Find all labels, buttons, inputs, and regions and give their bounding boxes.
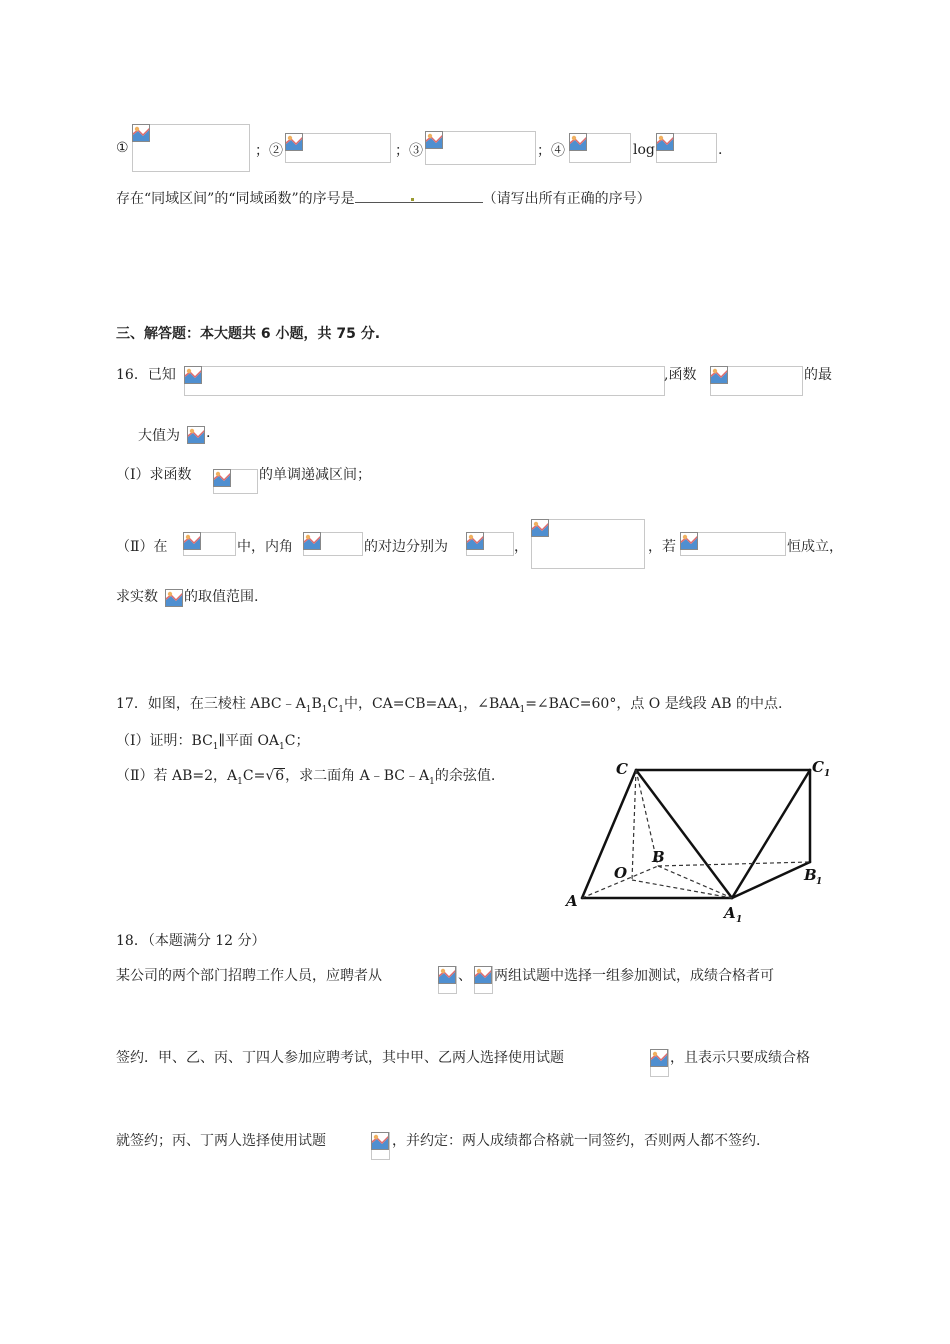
q16-line2-end: . xyxy=(206,425,211,441)
broken-image-icon xyxy=(466,532,484,550)
q18-line3-b: ，并约定：两人成绩都合格就一同签约，否则两人都不签约. xyxy=(392,1133,761,1149)
q16-part2-d: ， xyxy=(514,539,528,555)
q18-line1-b: 、 xyxy=(458,968,472,984)
label-a: A xyxy=(566,892,578,910)
label-b: B xyxy=(652,848,665,866)
broken-image-icon xyxy=(438,966,456,984)
q15-prompt: 存在“同域区间”的“同域函数”的序号是 （请写出所有正确的序号） xyxy=(116,188,651,208)
q16-part1-suffix: 的单调递减区间； xyxy=(259,467,371,483)
svg-text:1: 1 xyxy=(816,877,823,887)
svg-text:1: 1 xyxy=(824,769,831,779)
q16-suffix: 的最 xyxy=(804,367,832,383)
prism-figure xyxy=(560,750,850,925)
label-a1: A xyxy=(724,904,736,922)
q18-title: 18．（本题满分 12 分） xyxy=(116,933,266,949)
q16-part2-f: 恒成立， xyxy=(787,539,843,555)
label-b1: B xyxy=(804,866,817,884)
q18-line1-c: 两组试题中选择一组参加测试，成绩合格者可 xyxy=(494,968,774,984)
broken-image-icon xyxy=(371,1132,389,1150)
label-c: C xyxy=(616,760,628,778)
broken-image-icon xyxy=(425,131,443,149)
edge-b-b1 xyxy=(658,862,810,866)
q18-line2-b: ，且表示只要成绩合格 xyxy=(670,1050,810,1066)
q16-line2: 大值为 xyxy=(138,428,180,444)
broken-image-icon xyxy=(656,133,674,151)
edge-c-o xyxy=(632,770,636,880)
separator-3: ；③ xyxy=(395,143,423,159)
q16-part2-b: 中，内角 xyxy=(237,539,293,555)
broken-image-icon xyxy=(650,1049,668,1067)
q16-part2-g: 求实数 xyxy=(116,589,158,605)
broken-image-icon xyxy=(132,124,150,142)
q16-part1: （Ⅰ）求函数 xyxy=(116,467,192,483)
sqrt-radicand: 6 xyxy=(275,768,285,784)
q18-line2-a: 签约．甲、乙、丙、丁四人参加应聘考试，其中甲、乙两人选择使用试题 xyxy=(116,1050,564,1066)
section-heading: 三、解答题：本大题共 6 小题，共 75 分. xyxy=(116,326,381,342)
q16-part2-a: （Ⅱ）在 xyxy=(116,539,168,555)
q16-prefix: 16．已知 xyxy=(116,367,176,383)
svg-text:1: 1 xyxy=(736,915,743,925)
broken-image-icon xyxy=(303,532,321,550)
option-1-label: ① xyxy=(116,140,129,156)
broken-image-icon xyxy=(165,589,183,607)
q16-part2-h: 的取值范围. xyxy=(184,589,259,605)
broken-image-icon xyxy=(531,519,549,537)
broken-image-icon xyxy=(184,366,202,384)
sqrt-symbol: √ xyxy=(265,768,275,784)
broken-image-icon xyxy=(474,966,492,984)
separator-2: ；② xyxy=(255,143,283,159)
period: . xyxy=(718,142,723,158)
q17-part2: （Ⅱ）若 AB=2，$A_1C=√6$，求二面角 $A﹣BC﹣A_1$的余弦值. xyxy=(116,768,496,787)
answer-blank[interactable] xyxy=(355,188,483,203)
broken-image-icon xyxy=(285,133,303,151)
q18-line3-a: 就签约；丙、丁两人选择使用试题 xyxy=(116,1133,326,1149)
broken-image-icon xyxy=(680,532,698,550)
q18-line1-a: 某公司的两个部门招聘工作人员，应聘者从 xyxy=(116,968,382,984)
formula-image-q16-given xyxy=(184,366,665,396)
q17-stem: 17．如图，在三棱柱 $ABC﹣A_1B_1C_1$中，$CA=CB=AA_1$，$\angle BAA_1=\angle BAC=60^\circ$，点 O 是线段 AB 的中点. xyxy=(116,696,783,715)
q16-mid: ,函数 xyxy=(664,367,697,383)
broken-image-icon xyxy=(569,133,587,151)
broken-image-icon xyxy=(710,366,728,384)
label-c1: C xyxy=(812,758,824,776)
q16-part2-e: ，若 xyxy=(648,539,676,555)
q16-part2-c: 的对边分别为 xyxy=(364,539,448,555)
broken-image-icon xyxy=(187,426,205,444)
separator-4: ；④ xyxy=(537,143,565,159)
broken-image-icon xyxy=(213,469,231,487)
q17-part1: （Ⅰ）证明：$BC_1\parallel$平面 $OA_1C$； xyxy=(116,733,310,752)
label-o: O xyxy=(614,864,628,882)
log-text: log xyxy=(633,142,655,158)
broken-image-icon xyxy=(183,532,201,550)
edge-o-a1 xyxy=(632,880,732,898)
